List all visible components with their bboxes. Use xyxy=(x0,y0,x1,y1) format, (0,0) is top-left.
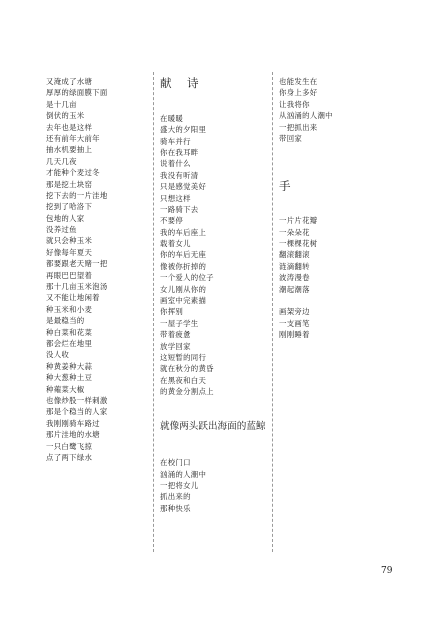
poem-line: 在黑夜和白天 xyxy=(160,375,207,385)
stanza-gap xyxy=(160,409,270,420)
poem-line: 一棵棵花树 xyxy=(279,239,318,249)
poem-line: 波涛漫卷 xyxy=(279,273,310,283)
poem-column-2 xyxy=(160,76,270,514)
poem-line: 一把抓出来 xyxy=(279,122,318,132)
poem-line: 带着疲惫 xyxy=(160,330,191,340)
stanza-gap xyxy=(160,398,270,409)
poem-line: 说着什么 xyxy=(160,159,191,169)
poem-column-1 xyxy=(46,76,150,463)
poem-line: 一个爱人的位子 xyxy=(160,273,214,283)
poem-line: 我没有听清 xyxy=(160,170,199,180)
poem-line: 一把将女儿 xyxy=(160,480,199,490)
poem-line: 那种快乐 xyxy=(160,503,191,513)
poem-line: 倒伏的玉米 xyxy=(46,111,85,121)
poem-line: 就在秋分的黄昏 xyxy=(160,364,214,374)
poem-line: 还有前年大前年 xyxy=(46,133,100,143)
poem-line: 又淹成了水塘 xyxy=(46,77,93,86)
poem-line: 是最稳当的 xyxy=(46,316,85,326)
poem-line: 没养过鱼 xyxy=(46,225,77,235)
stanza-gap xyxy=(279,295,379,306)
poem-line: 一支画笔 xyxy=(279,318,310,328)
poem-line: 一片片花瓣 xyxy=(279,216,318,226)
poem-line: 潮起潮落 xyxy=(279,284,310,294)
poem-line: 画室中完素描 xyxy=(160,296,207,306)
poem-line: 你身上多好 xyxy=(279,88,318,98)
poem-line: 种白菜和花菜 xyxy=(46,327,93,337)
poem-line: 刚刚睡着 xyxy=(279,330,310,340)
poem-line: 汹涌的人潮中 xyxy=(160,469,207,479)
poem-line: 种蕹菜大椒 xyxy=(46,384,85,394)
poem-line: 那片洼地的水塘 xyxy=(46,430,100,440)
poem-line: 我刚刚骑车路过 xyxy=(46,418,100,428)
poem-line: 又不能让地闲着 xyxy=(46,293,100,303)
poem-line: 只是感觉美好 xyxy=(160,182,207,192)
poem-line: 没人收 xyxy=(46,350,70,360)
poem-line: 抓出来的 xyxy=(160,492,191,502)
poem-line: 就只会种玉米 xyxy=(46,236,93,246)
column-divider xyxy=(272,72,273,552)
stanza-gap xyxy=(160,101,270,112)
poem-line: 挖到了哈洛下 xyxy=(46,202,93,212)
poem-line: 涟滴翻转 xyxy=(279,261,310,271)
stanza-gap xyxy=(160,434,270,445)
poem-line: 种玉米和小麦 xyxy=(46,304,93,314)
page-number: 79 xyxy=(381,566,393,576)
poem-line: 好像每年夏天 xyxy=(46,247,93,257)
stanza-gap xyxy=(160,446,270,457)
poem-line: 让我将你 xyxy=(279,99,310,109)
poem-line: 种大葱种土豆 xyxy=(46,373,93,383)
poem-line: 去年也是这样 xyxy=(46,122,93,132)
poem-line: 画架旁边 xyxy=(279,307,310,317)
poem-line: 也像炒股一样刺激 xyxy=(46,395,108,405)
stanza-gap xyxy=(279,167,379,178)
stanza-heading: 就像两头跃出海面的蓝鲸 xyxy=(160,421,266,433)
column-divider xyxy=(153,72,154,552)
poem-line: 那是挖土块窑 xyxy=(46,179,93,189)
poem-line: 翻滚翻滚 xyxy=(279,250,310,260)
poem-line: 再眼巴巴望着 xyxy=(46,270,93,280)
poem-line: 挖下去的一片洼地 xyxy=(46,190,108,200)
stanza-gap xyxy=(279,193,379,204)
poem-line: 厚厚的绿面膜下面 xyxy=(46,88,108,98)
poem-line: 只想这样 xyxy=(160,193,191,203)
poem-line: 那是个稳当的人家 xyxy=(46,407,108,417)
poem-line: 你在我耳畔 xyxy=(160,147,199,157)
poem-title: 手 xyxy=(279,178,293,193)
poem-line: 不要停 xyxy=(160,216,184,226)
poem-line: 盛大的夕阳里 xyxy=(160,125,207,135)
poem-line: 像被你折掉的 xyxy=(160,261,207,271)
poem-line: 一路骑下去 xyxy=(160,204,199,214)
poem-line: 包地的人家 xyxy=(46,213,85,223)
poem-line: 放学回家 xyxy=(160,341,191,351)
stanza-gap xyxy=(160,90,270,101)
poem-line: 都要跟老天赌一把 xyxy=(46,259,108,269)
poem-line: 载着女儿 xyxy=(160,239,191,249)
poem-line: 才能种个麦过冬 xyxy=(46,168,100,178)
poem-title: 献 诗 xyxy=(160,76,201,90)
poem-line: 的黄金分割点上 xyxy=(160,387,214,397)
poem-line: 几天几夜 xyxy=(46,156,77,166)
poem-line: 在暖暖 xyxy=(160,113,184,123)
poem-line: 这短暂的同行 xyxy=(160,352,207,362)
poem-line: 点了两下绿水 xyxy=(46,452,93,462)
poem-line: 女儿刚从你的 xyxy=(160,284,207,294)
stanza-gap xyxy=(279,204,379,215)
poem-line: 一屋子学生 xyxy=(160,318,199,328)
poem-line: 你挥别 xyxy=(160,307,184,317)
poem-line: 都会烂在地里 xyxy=(46,338,93,348)
poem-line: 抽水机要抽上 xyxy=(46,145,93,155)
poem-line: 一只白鹭飞掠 xyxy=(46,441,93,451)
poem-line: 也能发生在 xyxy=(279,77,318,86)
poem-line: 在校门口 xyxy=(160,458,191,468)
poem-line: 你的车后无座 xyxy=(160,250,207,260)
poem-line: 那十几亩玉米泡汤 xyxy=(46,282,108,292)
poem-line: 骑车并行 xyxy=(160,136,191,146)
stanza-gap xyxy=(279,144,379,155)
poem-line: 带回家 xyxy=(279,133,303,143)
poem-line: 是十几亩 xyxy=(46,99,77,109)
poem-line: 从汹涌的人潮中 xyxy=(279,111,333,121)
poem-line: 一朵朵花 xyxy=(279,227,310,237)
poem-column-3 xyxy=(279,76,379,341)
poem-line: 种黄姜种大蒜 xyxy=(46,361,93,371)
poem-line: 我的车后座上 xyxy=(160,227,207,237)
stanza-gap xyxy=(279,156,379,167)
